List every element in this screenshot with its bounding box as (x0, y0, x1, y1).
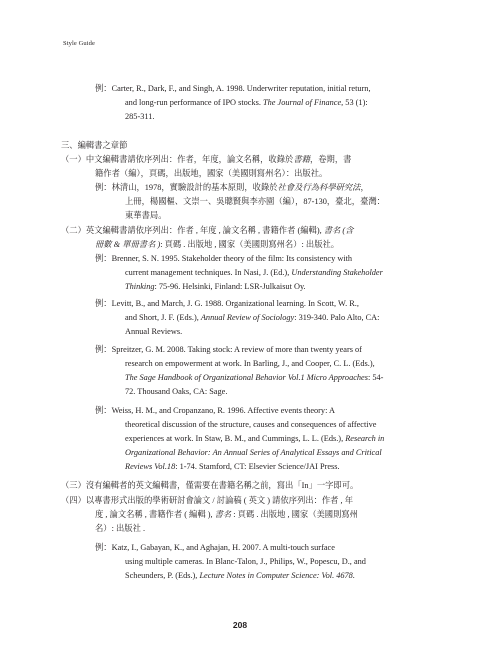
text-run: : 頁碼 . 出版地 , 國家（美國則寫州 (231, 510, 358, 519)
text-line (95, 297, 359, 311)
text-line (125, 418, 376, 432)
text-run: and Short, J. F. (Eds.), (125, 313, 201, 322)
italic-text-run: Reviews Vol.18 (125, 462, 176, 471)
text-line (95, 238, 339, 252)
text-run: Scheunders, P. (Eds.), (125, 571, 200, 580)
italic-text-run: 冊數 & 單冊書名 ) (95, 240, 161, 249)
italic-text-run: The Journal of Finance (263, 98, 342, 107)
text-run: 三、編輯書之章節 (61, 141, 128, 150)
text-line (125, 446, 382, 460)
text-run: using multiple cameras. In Blanc-Talon, J., Philips, W., Popescu, D., and (125, 557, 366, 566)
text-run: theoretical discussion of the structure, causes and consequences of affective (125, 420, 377, 429)
text-line (61, 139, 127, 153)
text-line (95, 508, 358, 522)
text-line (125, 432, 384, 446)
text-run: : 54- (367, 373, 384, 382)
text-line (125, 385, 227, 399)
text-line (95, 522, 145, 536)
italic-text-run: 書籍 (293, 155, 310, 164)
text-run: （三）沒有編輯者的英文編輯書，僅需要在書籍名稱之前，寫出「In」一字即可。 (61, 481, 359, 490)
text-run: Levitt, B., and March, J. G. 1988. Organizational learning. In Scott, W. R., (111, 299, 359, 308)
text-line (125, 460, 340, 474)
text-line (95, 181, 369, 195)
text-run: 285-311. (125, 112, 155, 121)
italic-text-run: 書名 (214, 510, 232, 519)
text-run: 名）: 出版社 . (95, 524, 146, 533)
text-line (125, 325, 182, 339)
text-line (125, 195, 385, 209)
text-line (95, 343, 362, 357)
text-run: （四）以專書形式出版的學術研討會論文 / 討論稿 ( 英文 ) 請依序列出：作者 , 年 (61, 496, 354, 505)
page-number: 208 (232, 620, 248, 630)
text-line (61, 494, 353, 508)
italic-text-run: Annual Review of Sociology (200, 313, 295, 322)
text-line (95, 541, 335, 555)
text-line (125, 96, 368, 110)
text-line (95, 252, 352, 266)
text-run: 上冊，楊國樞、文崇一、吳聰賢與李亦園（編），87-130，臺北，臺灣： (125, 197, 385, 206)
text-run: 72. Thousand Oaks, CA: Sage. (125, 387, 228, 396)
text-run: : 1-74. Stamford, CT: Elsevier Science/JAI Press. (175, 462, 340, 471)
text-run: 例： (95, 406, 112, 415)
text-line (95, 404, 335, 418)
running-header: Style Guide (63, 40, 95, 47)
italic-text-run: 書名 (含 (323, 226, 354, 235)
text-line (125, 569, 355, 583)
text-line (125, 357, 375, 371)
text-run: 例： (95, 84, 112, 93)
text-line (125, 311, 379, 325)
italic-text-run: Organizational Behavior: An Annual Series of Analytical Essays and Critical (125, 448, 382, 457)
text-run: Brenner, S. N. 1995. Stakeholder theory of the film: Its consistency with (111, 254, 353, 263)
text-run: research on empowerment at work. In Barling, J., and Cooper, C. L. (Eds.), (125, 359, 375, 368)
text-run: （一）中文編輯書請依序列出：作者，年度，論文名稱，收錄於 (61, 155, 294, 164)
text-run: 例：林清山，1978，實驗設計的基本原則，收錄於 (95, 183, 278, 192)
text-run: Katz, I., Gabayan, K., and Aghajan, H. 2007. A multi-touch surface (111, 543, 335, 552)
text-run: 例： (95, 299, 112, 308)
text-run: : 75-96. Helsinki, Finland: LSR-Julkaisut Oy. (154, 282, 306, 291)
text-line (125, 371, 383, 385)
italic-text-run: The Sage Handbook of Organizational Behavior Vol.1 Micro Approaches (125, 373, 368, 382)
italic-text-run: 社會及行為科學研究法 (277, 183, 361, 192)
text-line (61, 153, 351, 167)
text-run: 例： (95, 254, 112, 263)
italic-text-run: Research in (345, 434, 385, 443)
text-run: current management techniques. In Nasi, J. (Ed.), (125, 268, 292, 277)
text-line (95, 167, 327, 181)
text-line (125, 555, 366, 569)
text-run: Carter, R., Dark, F., and Singh, A. 1998. Underwriter reputation, initial return, (111, 84, 371, 93)
text-line (125, 110, 154, 124)
text-run: ， (360, 183, 369, 192)
text-run: Spreitzer, G. M. 2008. Taking stock: A review of more than twenty years of (111, 345, 362, 354)
text-line (125, 266, 383, 280)
text-run: （二）英文編輯書請依序列出：作者 , 年度 , 論文名稱 , 書籍作者 (編輯), (61, 226, 324, 235)
italic-text-run: Lecture Notes in Computer Science: Vol. 4678. (199, 571, 355, 580)
text-run: 籍作者（編），頁碼，出版地，國家（美國則寫州名）：出版社。 (95, 169, 328, 178)
text-run: 例： (95, 543, 112, 552)
text-run: : 319-340. Palo Alto, CA: (294, 313, 380, 322)
text-run: : 頁碼 . 出版地 , 國家（美國則寫州名）: 出版社。 (160, 240, 340, 249)
text-run: Weiss, H. M., and Cropanzano, R. 1996. Affective events theory: A (111, 406, 335, 415)
text-run: experiences at work. In Staw, B. M., and Cummings, L. L. (Eds.), (125, 434, 346, 443)
text-line (95, 82, 371, 96)
text-run: 例： (95, 345, 112, 354)
italic-text-run: Thinking (125, 282, 155, 291)
text-line (125, 280, 306, 294)
italic-text-run: Understanding Stakeholder (291, 268, 383, 277)
text-line (61, 479, 358, 493)
text-line (125, 209, 167, 223)
text-run: ，卷期，書 (309, 155, 352, 164)
text-line (61, 224, 353, 238)
text-run: 度 , 論文名稱 , 書籍作者 ( 編輯 ), (95, 510, 215, 519)
text-run: 東華書局。 (125, 211, 167, 220)
text-run: and long-run performance of IPO stocks. (125, 98, 264, 107)
text-run: Annual Reviews. (125, 327, 183, 336)
text-run: , 53 (1): (341, 98, 368, 107)
